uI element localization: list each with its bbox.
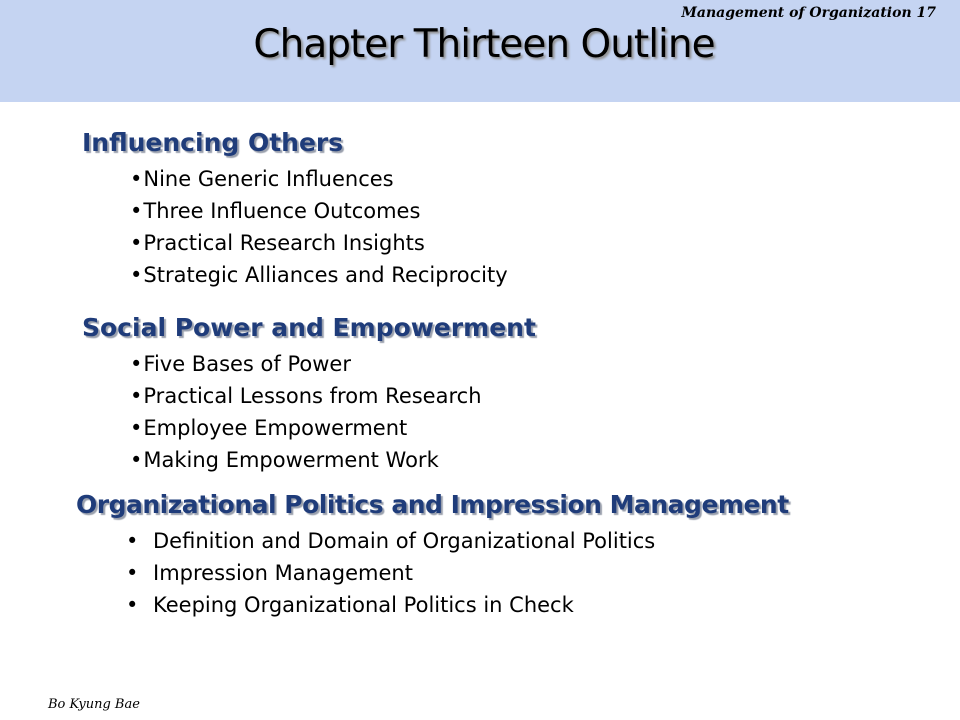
section-heading-influencing-others: Influencing Others <box>82 128 344 157</box>
slide-title: Chapter Thirteen Outline <box>253 22 715 67</box>
list-item: • Definition and Domain of Organizational Politics <box>126 525 655 557</box>
bullet-list-influencing-others <box>130 163 508 291</box>
list-item: • Practical Lessons from Research <box>130 380 482 412</box>
course-label: Management of Organization 17 <box>681 5 936 21</box>
list-item: • Practical Research Insights <box>130 227 508 259</box>
list-item: • Making Empowerment Work <box>130 444 482 476</box>
list-item: • Five Bases of Power <box>130 348 482 380</box>
bullet-list-organizational-politics <box>126 525 655 621</box>
list-item: • Three Influence Outcomes <box>130 195 508 227</box>
list-item: • Impression Management <box>126 557 655 589</box>
list-item: • Employee Empowerment <box>130 412 482 444</box>
list-item: • Nine Generic Influences <box>130 163 508 195</box>
list-item: • Keeping Organizational Politics in Check <box>126 589 655 621</box>
section-heading-social-power: Social Power and Empowerment <box>82 313 536 342</box>
section-heading-organizational-politics: Organizational Politics and Impression Management <box>76 490 789 519</box>
bullet-list-social-power <box>130 348 482 476</box>
header-band <box>0 0 960 102</box>
list-item: • Strategic Alliances and Reciprocity <box>130 259 508 291</box>
footer-author: Bo Kyung Bae <box>48 697 140 712</box>
